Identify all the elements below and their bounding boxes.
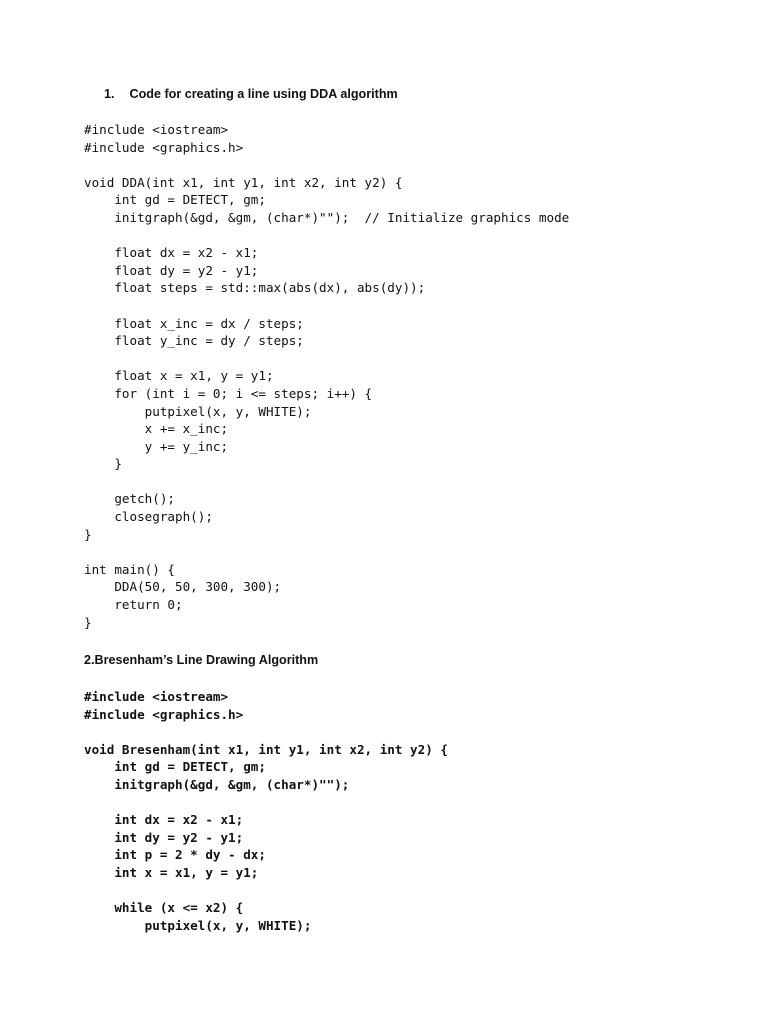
code-line: putpixel(x, y, WHITE);: [84, 403, 312, 419]
code-line: DDA(50, 50, 300, 300);: [84, 579, 282, 595]
code-line: initgraph(&gd, &gm, (char*)"");: [84, 776, 350, 792]
code-line: putpixel(x, y, WHITE);: [84, 917, 312, 933]
code-line: int dx = x2 - x1;: [84, 812, 244, 828]
code-line: float x_inc = dx / steps;: [84, 315, 304, 331]
code-line: }: [84, 526, 92, 542]
code-line: void DDA(int x1, int y1, int x2, int y2) {: [84, 174, 403, 190]
code-line: return 0;: [84, 597, 183, 613]
code-line: while (x <= x2) {: [84, 900, 244, 916]
code-line: float dx = x2 - x1;: [84, 245, 259, 261]
code-line: initgraph(&gd, &gm, (char*)""); // Initialize graphics mode: [84, 209, 570, 225]
code-line: [84, 543, 569, 561]
code-line: }: [84, 614, 92, 630]
code-line: x += x_inc;: [84, 421, 229, 437]
code-line: closegraph();: [84, 509, 213, 525]
code-line: #include <iostream>: [84, 122, 229, 137]
section-2-title: 2.Bresenham’s Line Drawing Algorithm: [84, 653, 319, 667]
code-line: void Bresenham(int x1, int y1, int x2, int y2) {: [84, 741, 448, 757]
code-line: }: [84, 456, 122, 472]
code-line: int main() {: [84, 561, 175, 577]
code-line: [84, 473, 569, 491]
section-1-heading: [104, 87, 398, 101]
code-line: [84, 350, 569, 368]
code-line: [84, 723, 448, 741]
code-line: int gd = DETECT, gm;: [84, 759, 266, 775]
code-line: #include <iostream>: [84, 689, 229, 704]
code-line: y += y_inc;: [84, 438, 229, 454]
code-line: getch();: [84, 491, 175, 507]
code-line: float y_inc = dy / steps;: [84, 333, 304, 349]
code-line: float dy = y2 - y1;: [84, 262, 259, 278]
code-line: [84, 297, 569, 315]
section-1-number: 1.: [104, 87, 115, 101]
code-line: int p = 2 * dy - dx;: [84, 847, 266, 863]
code-line: int x = x1, y = y1;: [84, 864, 259, 880]
dda-code-block: [84, 121, 569, 631]
code-line: for (int i = 0; i <= steps; i++) {: [84, 385, 373, 401]
code-line: float steps = std::max(abs(dx), abs(dy));: [84, 280, 426, 296]
section-1-title: Code for creating a line using DDA algorithm: [129, 87, 398, 101]
code-line: float x = x1, y = y1;: [84, 368, 274, 384]
code-line: int dy = y2 - y1;: [84, 829, 244, 845]
code-line: #include <graphics.h>: [84, 139, 244, 155]
bresenham-code-block: [84, 688, 448, 934]
code-line: [84, 156, 569, 174]
code-line: [84, 794, 448, 812]
code-line: int gd = DETECT, gm;: [84, 192, 266, 208]
code-line: [84, 227, 569, 245]
code-line: [84, 882, 448, 900]
code-line: #include <graphics.h>: [84, 706, 244, 722]
